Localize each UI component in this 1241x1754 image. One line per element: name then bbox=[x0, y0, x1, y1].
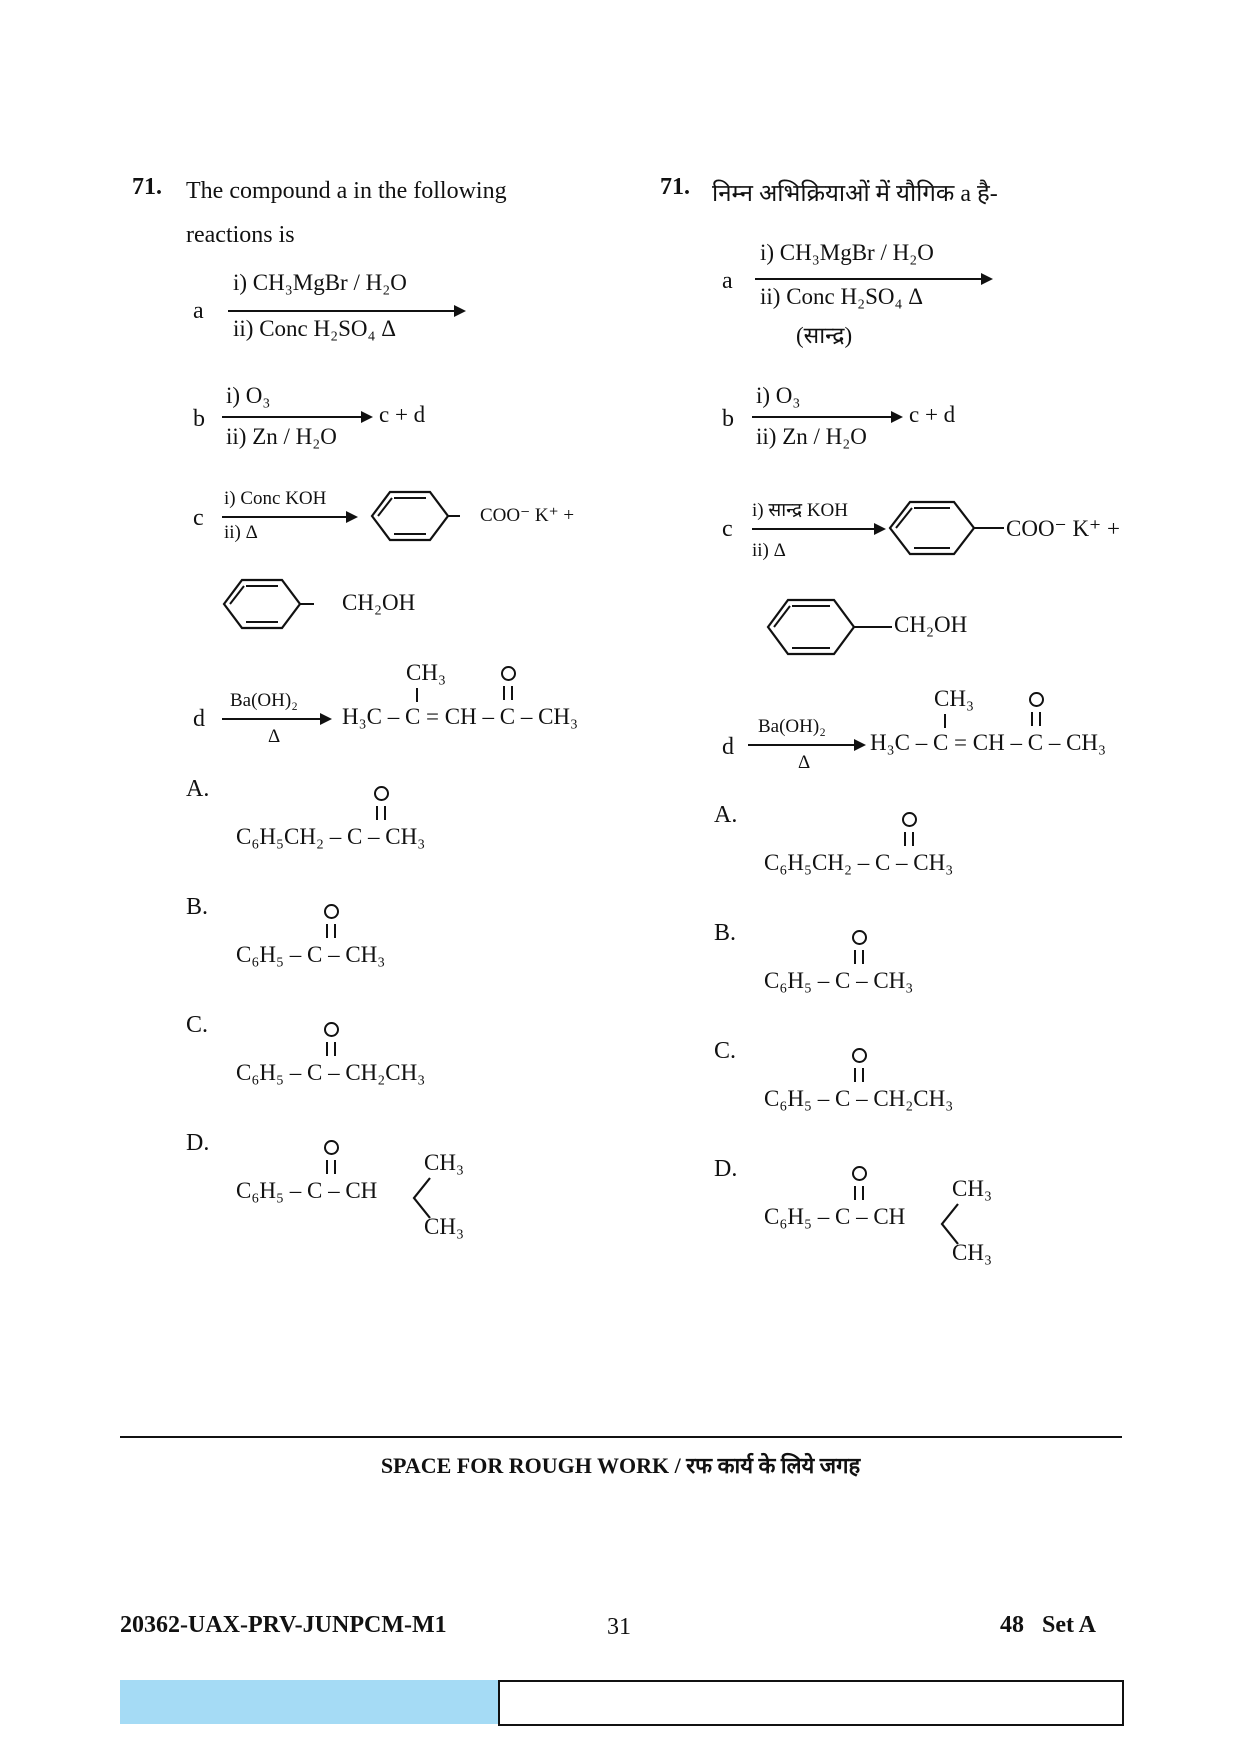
reaction-d-chain: H₃C – C = CH – C – CH₃ bbox=[342, 704, 579, 729]
option-b-letter: B. bbox=[714, 920, 737, 946]
reaction-a-step1: i) CH₃MgBr / H₂O bbox=[760, 240, 934, 265]
branch-icon bbox=[410, 1176, 432, 1220]
option-c-formula: C₆H₅ – C – CH₂CH₃ bbox=[236, 1060, 426, 1085]
reaction-c-step1: i) सान्द्र KOH bbox=[752, 500, 848, 521]
option-a-letter: A. bbox=[714, 802, 738, 828]
double-bond-icon bbox=[904, 832, 914, 846]
reaction-b-arrow bbox=[222, 416, 363, 418]
oxygen-atom-icon bbox=[852, 1166, 867, 1181]
reaction-d-top-methyl: CH₃ bbox=[934, 686, 974, 711]
option-d-letter: D. bbox=[714, 1156, 738, 1182]
option-d-formula: C₆H₅ – C – CH bbox=[236, 1178, 378, 1203]
reaction-c-arrow bbox=[222, 516, 348, 518]
reaction-c-product: COO⁻ K⁺ + bbox=[480, 505, 575, 526]
bond-line bbox=[416, 688, 418, 702]
bond-line bbox=[944, 714, 946, 728]
option-a-formula: C₆H₅CH₂ – C – CH₃ bbox=[764, 850, 954, 875]
reaction-a-note: (सान्द्र) bbox=[796, 323, 853, 348]
reaction-a-label: a bbox=[193, 298, 204, 324]
reaction-c-product2: CH₂OH bbox=[342, 590, 416, 615]
reaction-d-cond: Δ bbox=[798, 752, 811, 773]
footer-color-bar bbox=[120, 1680, 498, 1724]
option-d-letter: D. bbox=[186, 1130, 210, 1156]
question-text-hindi: निम्न अभिक्रियाओं में यौगिक a है- bbox=[712, 181, 998, 207]
reaction-a-step2: ii) Conc H₂SO₄ Δ bbox=[760, 284, 924, 309]
reaction-b-product: c + d bbox=[379, 402, 426, 427]
reaction-c-step1: i) Conc KOH bbox=[224, 488, 327, 509]
option-d-branch-top: CH₃ bbox=[952, 1176, 992, 1201]
double-bond-icon bbox=[854, 950, 864, 964]
reaction-c-product: COO⁻ K⁺ + bbox=[1006, 516, 1120, 541]
branch-icon bbox=[938, 1202, 960, 1246]
option-b-formula: C₆H₅ – C – CH₃ bbox=[764, 968, 914, 993]
double-bond-icon bbox=[1031, 712, 1041, 726]
benzene-ring-icon bbox=[888, 498, 1004, 558]
reaction-d-reagent: Ba(OH)₂ bbox=[758, 716, 826, 737]
double-bond-icon bbox=[326, 1042, 336, 1056]
option-a-formula: C₆H₅CH₂ – C – CH₃ bbox=[236, 824, 426, 849]
double-bond-icon bbox=[376, 806, 386, 820]
set-label: 48 Set A bbox=[1000, 1612, 1096, 1638]
double-bond-icon bbox=[503, 686, 513, 700]
reaction-d-label: d bbox=[193, 706, 205, 732]
double-bond-icon bbox=[326, 924, 336, 938]
reaction-c-label: c bbox=[193, 505, 204, 531]
option-d-branch-bottom: CH₃ bbox=[952, 1240, 992, 1265]
reaction-b-step2: ii) Zn / H₂O bbox=[756, 424, 867, 449]
reaction-c-product2: CH₂OH bbox=[894, 612, 968, 637]
oxygen-atom-icon bbox=[1029, 692, 1044, 707]
reaction-d-arrow bbox=[748, 744, 856, 746]
reaction-b-step1: i) O₃ bbox=[756, 383, 801, 408]
reaction-b-product: c + d bbox=[909, 402, 956, 427]
reaction-d-chain: H₃C – C = CH – C – CH₃ bbox=[870, 730, 1107, 755]
question-number-en: 71. bbox=[132, 174, 162, 200]
oxygen-atom-icon bbox=[324, 904, 339, 919]
reaction-c-step2: ii) Δ bbox=[752, 540, 786, 561]
double-bond-icon bbox=[854, 1068, 864, 1082]
option-c-letter: C. bbox=[186, 1012, 209, 1038]
paper-code: 20362-UAX-PRV-JUNPCM-M1 bbox=[120, 1612, 447, 1638]
oxygen-atom-icon bbox=[324, 1022, 339, 1037]
question-text-line2: reactions is bbox=[186, 222, 295, 248]
oxygen-atom-icon bbox=[902, 812, 917, 827]
reaction-d-cond: Δ bbox=[268, 726, 281, 747]
oxygen-atom-icon bbox=[501, 666, 516, 681]
footer-box bbox=[498, 1680, 1124, 1726]
page-number: 31 bbox=[607, 1614, 631, 1640]
rough-work-label: SPACE FOR ROUGH WORK / रफ कार्य के लिये जगह bbox=[380, 1453, 861, 1478]
option-b-formula: C₆H₅ – C – CH₃ bbox=[236, 942, 386, 967]
question-text-line1: The compound a in the following bbox=[186, 178, 507, 204]
option-d-branch-bottom: CH₃ bbox=[424, 1214, 464, 1239]
reaction-b-step1: i) O₃ bbox=[226, 383, 271, 408]
option-b-letter: B. bbox=[186, 894, 209, 920]
benzene-ring-icon bbox=[766, 596, 892, 658]
option-c-formula: C₆H₅ – C – CH₂CH₃ bbox=[764, 1086, 954, 1111]
reaction-d-reagent: Ba(OH)₂ bbox=[230, 690, 298, 711]
double-bond-icon bbox=[854, 1186, 864, 1200]
oxygen-atom-icon bbox=[324, 1140, 339, 1155]
reaction-d-label: d bbox=[722, 734, 734, 760]
reaction-a-arrow bbox=[228, 310, 456, 312]
oxygen-atom-icon bbox=[852, 1048, 867, 1063]
reaction-d-arrow bbox=[222, 718, 322, 720]
reaction-a-label: a bbox=[722, 268, 733, 294]
benzene-ring-icon bbox=[222, 576, 314, 632]
reaction-c-step2: ii) Δ bbox=[224, 522, 258, 543]
rough-work-divider bbox=[120, 1436, 1122, 1438]
reaction-b-label: b bbox=[722, 406, 734, 432]
oxygen-atom-icon bbox=[374, 786, 389, 801]
option-c-letter: C. bbox=[714, 1038, 737, 1064]
option-d-formula: C₆H₅ – C – CH bbox=[764, 1204, 906, 1229]
question-number-hi: 71. bbox=[660, 174, 690, 200]
reaction-a-step2: ii) Conc H₂SO₄ Δ bbox=[233, 316, 397, 341]
reaction-b-arrow bbox=[752, 416, 893, 418]
reaction-d-top-methyl: CH₃ bbox=[406, 660, 446, 685]
reaction-b-label: b bbox=[193, 406, 205, 432]
reaction-a-arrow bbox=[755, 278, 983, 280]
double-bond-icon bbox=[326, 1160, 336, 1174]
reaction-b-step2: ii) Zn / H₂O bbox=[226, 424, 337, 449]
option-d-branch-top: CH₃ bbox=[424, 1150, 464, 1175]
reaction-c-arrow bbox=[752, 528, 876, 530]
option-a-letter: A. bbox=[186, 776, 210, 802]
benzene-ring-icon bbox=[370, 488, 460, 544]
oxygen-atom-icon bbox=[852, 930, 867, 945]
reaction-c-label: c bbox=[722, 516, 733, 542]
reaction-a-step1: i) CH₃MgBr / H₂O bbox=[233, 270, 407, 295]
